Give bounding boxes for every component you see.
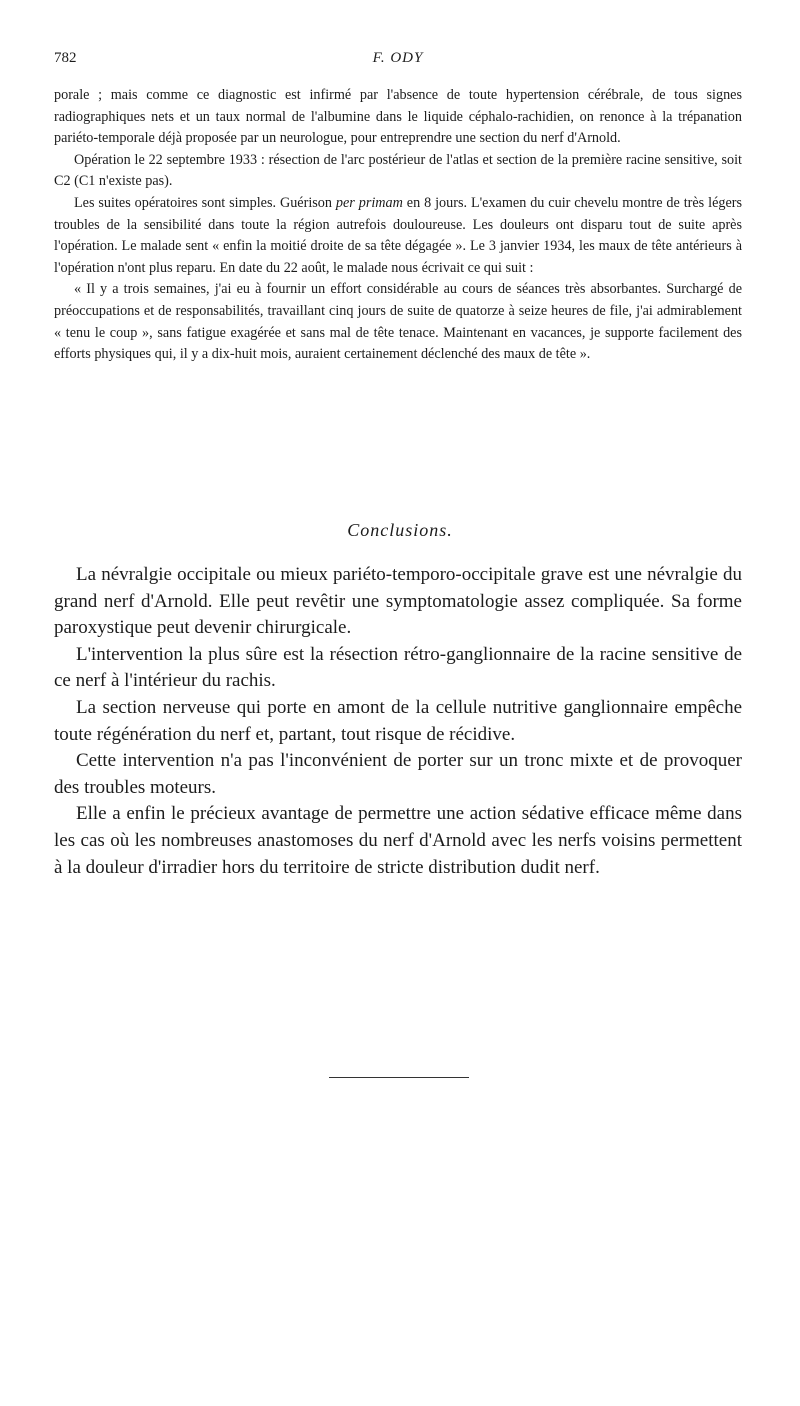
conclusion-paragraph: La section nerveuse qui porte en amont de la cellule nutritive ganglionnaire empêche toute régénération du nerf et, partant, tout risque de récidive.: [54, 696, 742, 745]
running-head: F. ODY: [372, 50, 424, 66]
case-report-text: [54, 85, 742, 366]
conclusion-paragraph: L'intervention la plus sûre est la résection rétro-ganglionnaire de la racine sensitive de ce nerf à l'intérieur du rachis.: [54, 643, 742, 692]
conclusion-paragraph: La névralgie occipitale ou mieux pariéto-temporo-occipitale grave est une névralgie du grand nerf d'Arnold. Elle peut revêtir une symptomatologie assez compliquée. Sa forme paroxystique peut devenir chirurgicale.: [54, 564, 742, 639]
conclusion-paragraph: Cette intervention n'a pas l'inconvénient de porter sur un tronc mixte et de provoquer des troubles moteurs.: [54, 750, 742, 798]
case-paragraph: Opération le 22 septembre 1933 : résection de l'arc postérieur de l'atlas et section de la première racine sensitive, soit C2 (C1 n'existe pas).: [54, 151, 742, 190]
case-paragraph: Les suites opératoires sont simples. Guérison per primam en 8 jours. L'examen du cuir chevelu montre de très légers troubles de la sensibilité dans toute la région autrefois douloureuse. Les douleurs ont disparu tout de suite après l'opération. Le malade sent « enfin la moitié droite de sa tête dégagée ». Le 3 janvier 1934, les maux de tête antérieurs à l'opération n'ont plus reparu. En date du 22 août, le malade nous écrivait ce qui suit :: [54, 194, 742, 276]
case-paragraph: porale ; mais comme ce diagnostic est infirmé par l'absence de toute hypertension cérébrale, de tous signes radiographiques nets et un taux normal de l'albumine dans le liquide céphalo-rachidien, on renonce à la trépanation pariéto-temporale déjà proposée par un neurologue, pour entreprendre une section du nerf d'Arnold.: [54, 87, 742, 147]
page-header: [54, 50, 742, 74]
case-paragraph-quote: « Il y a trois semaines, j'ai eu à fournir un effort considérable au cours de séances très absorbantes. Surchargé de préoccupations et de responsabilités, travaillant cinq jours de suite de quatorze à seize heures de file, j'ai admirablement « tenu le coup », sans fatigue exagérée et sans mal de tête tenace. Maintenant en vacances, je supporte facilement des efforts physiques qui, il y a dix-huit mois, auraient certainement déclenché des maux de tête ».: [54, 281, 742, 363]
end-rule: [329, 1077, 469, 1078]
page-number: 782: [54, 50, 77, 66]
conclusion-paragraph: Elle a enfin le précieux avantage de permettre une action sédative efficace même dans les cas où les nombreuses anastomoses du nerf d'Arnold avec les nerfs voisins permettent à la douleur d'irradier hors du territoire de stricte distribution dudit nerf.: [54, 803, 742, 878]
conclusions-heading: Conclusions.: [347, 520, 453, 540]
conclusions-text: [54, 562, 742, 881]
